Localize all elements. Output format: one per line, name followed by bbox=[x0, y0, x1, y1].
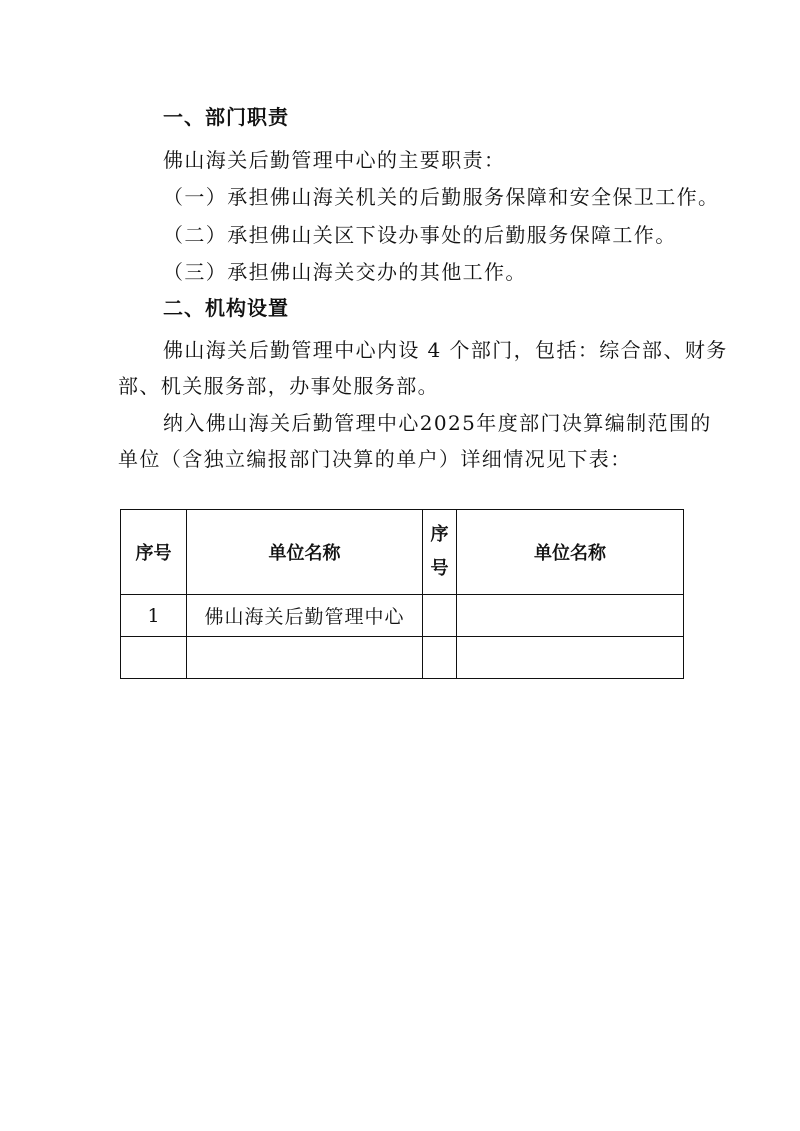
cell-seq2 bbox=[423, 637, 457, 679]
section2-heading: 二、机构设置 bbox=[163, 296, 289, 320]
header-seq-right bbox=[423, 510, 457, 595]
scope-paragraph-line1: 纳入佛山海关后勤管理中心2025年度部门决算编制范围的 bbox=[163, 411, 712, 435]
cell-name2 bbox=[457, 637, 684, 679]
cell-name bbox=[187, 637, 423, 679]
scope-paragraph-line2: 单位（含独立编报部门决算的单户）详细情况见下表： bbox=[118, 447, 632, 471]
header-seq-right-bottom: 号 bbox=[430, 558, 449, 579]
header-name-right: 单位名称 bbox=[457, 510, 684, 595]
duty-item-2: （二）承担佛山关区下设办事处的后勤服务保障工作。 bbox=[163, 223, 677, 247]
header-seq-right-top: 序 bbox=[430, 524, 449, 545]
duty-item-3: （三）承担佛山海关交办的其他工作。 bbox=[163, 260, 527, 284]
table-row bbox=[121, 637, 684, 679]
duty-item-1: （一）承担佛山海关机关的后勤服务保障和安全保卫工作。 bbox=[163, 185, 720, 209]
org-paragraph-line1: 佛山海关后勤管理中心内设 4 个部门，包括：综合部、财务 bbox=[163, 338, 728, 362]
section1-intro: 佛山海关后勤管理中心的主要职责： bbox=[163, 148, 506, 172]
cell-seq2 bbox=[423, 595, 457, 637]
cell-name2 bbox=[457, 595, 684, 637]
units-table bbox=[120, 509, 684, 679]
table-header-row bbox=[121, 510, 684, 595]
table-row bbox=[121, 595, 684, 637]
cell-name: 佛山海关后勤管理中心 bbox=[187, 595, 423, 637]
cell-seq: 1 bbox=[121, 595, 187, 637]
cell-seq bbox=[121, 637, 187, 679]
header-name-left: 单位名称 bbox=[187, 510, 423, 595]
org-paragraph-line2: 部、机关服务部，办事处服务部。 bbox=[118, 374, 439, 398]
header-seq-left: 序号 bbox=[121, 510, 187, 595]
section1-heading: 一、部门职责 bbox=[163, 105, 289, 129]
